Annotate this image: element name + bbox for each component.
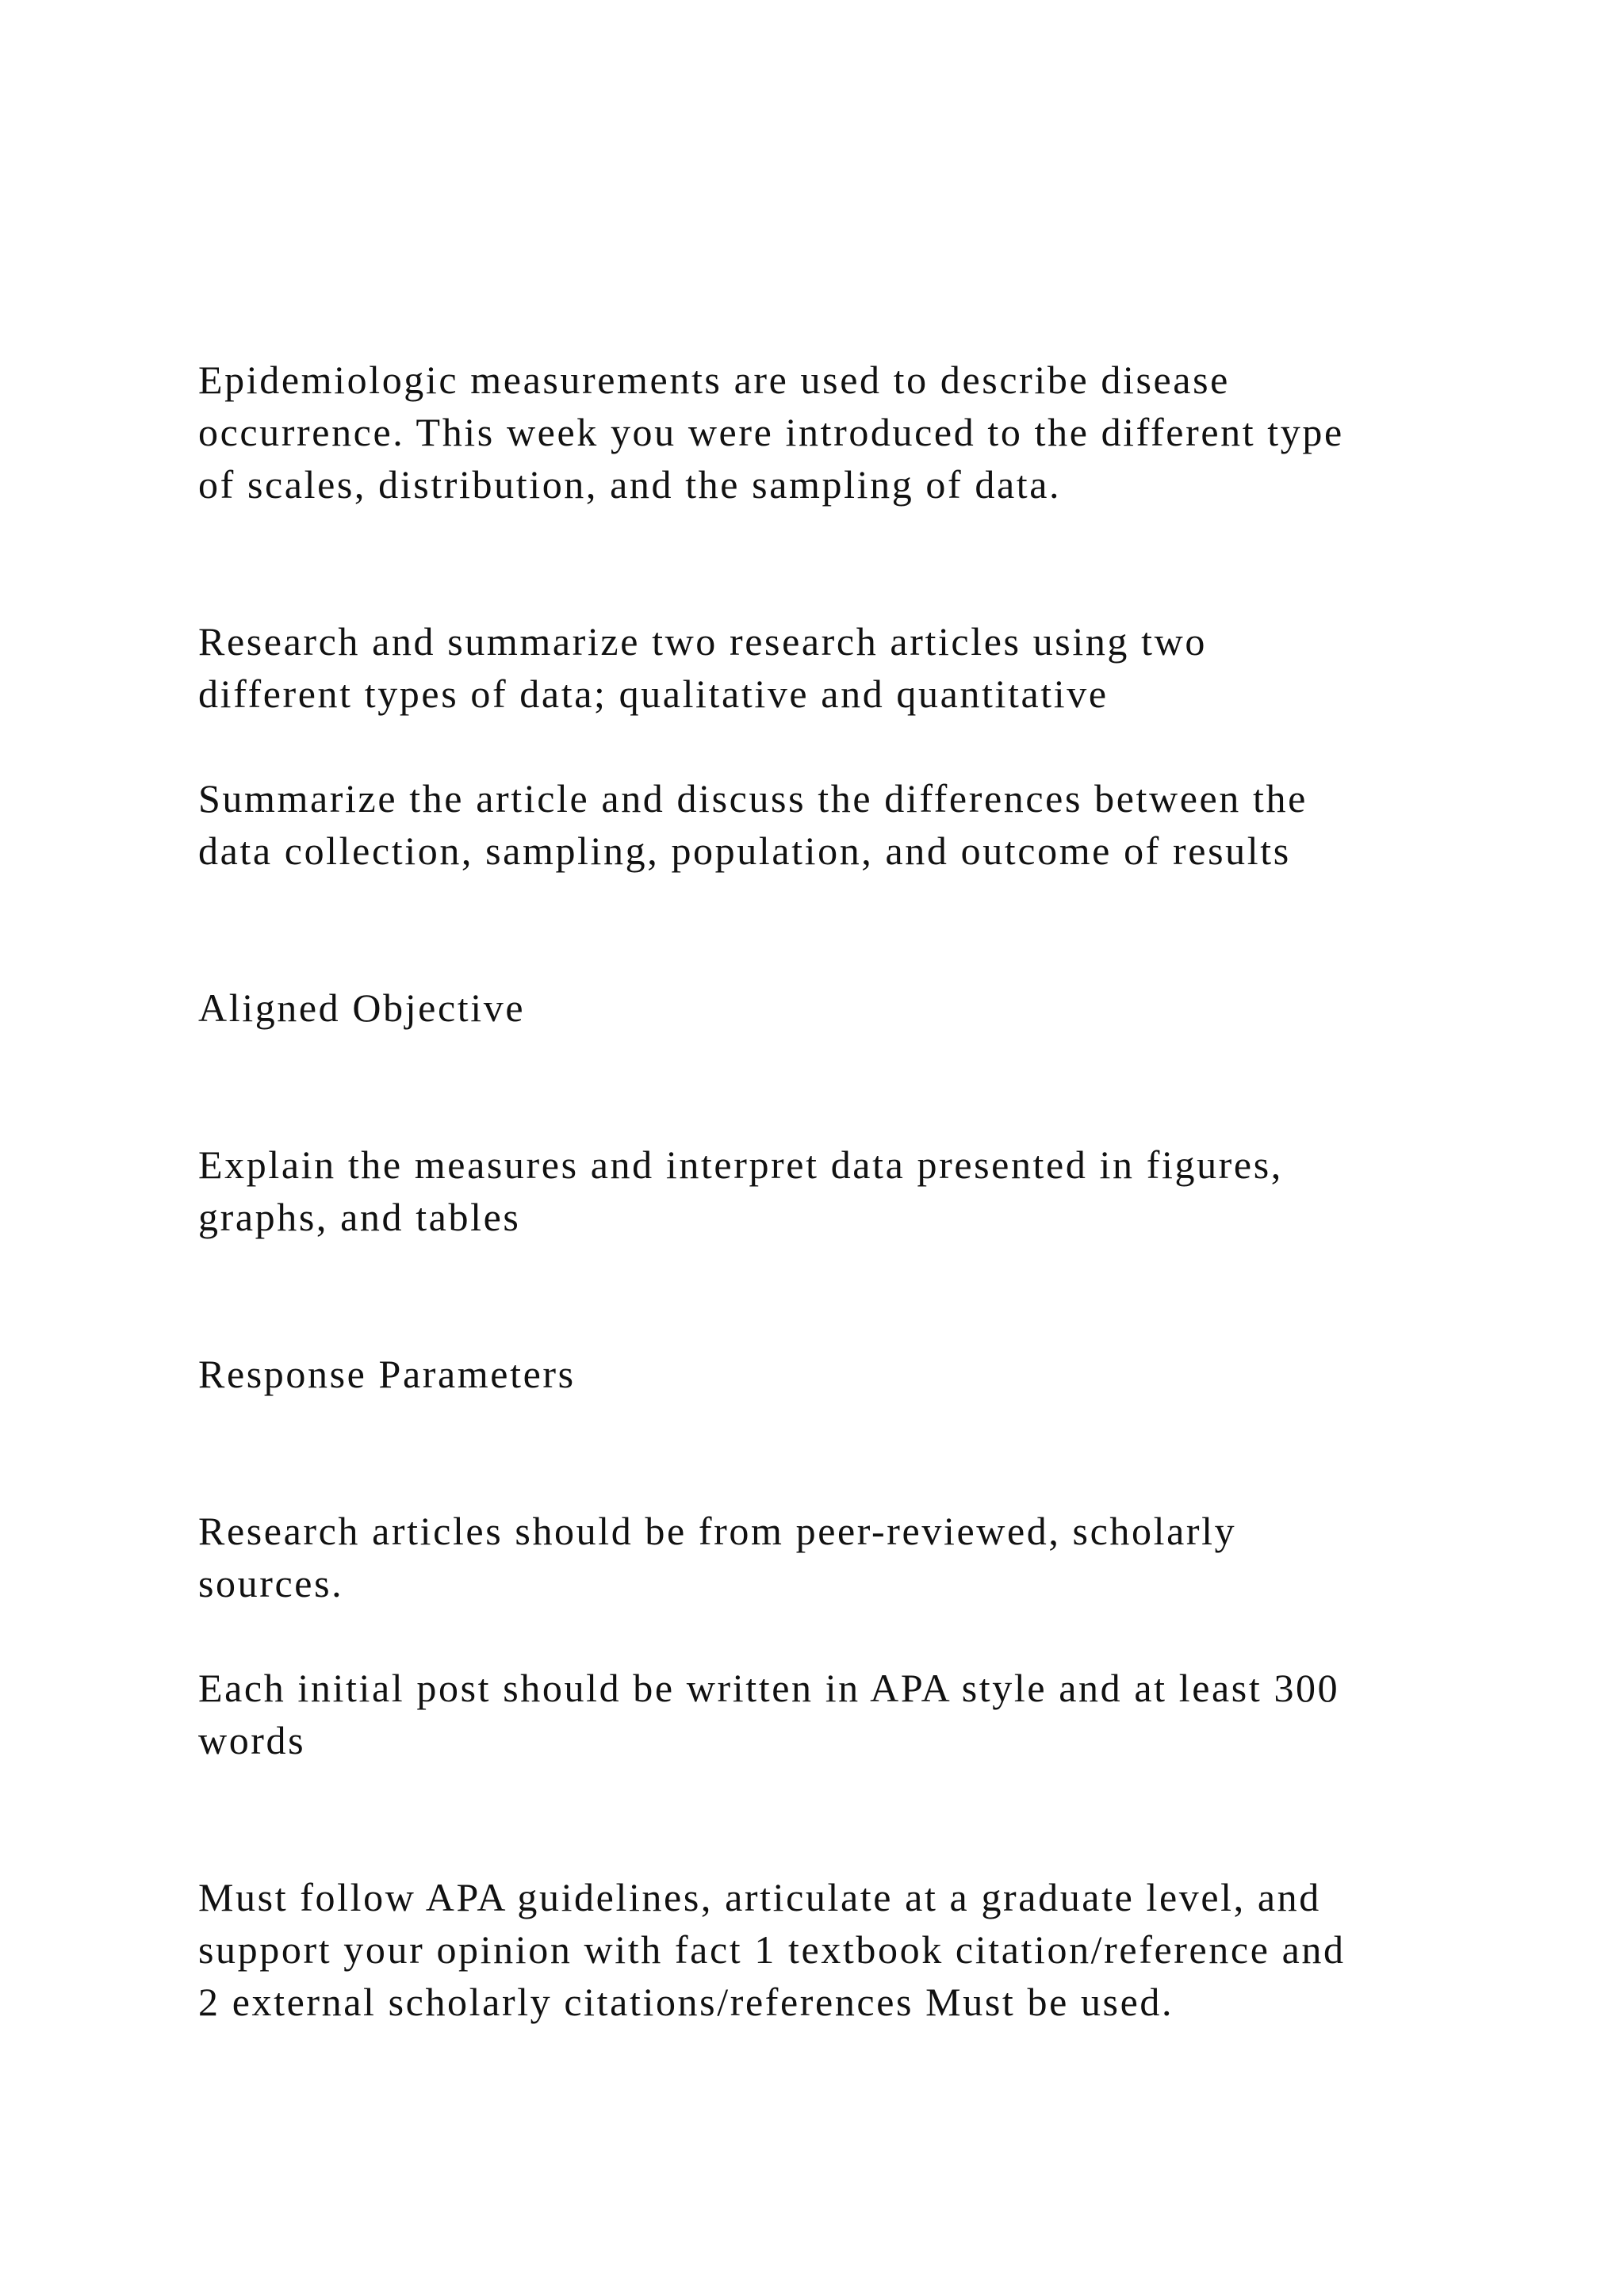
- sources-line-1: Research articles should be from peer-reviewed, scholarly: [198, 1509, 1237, 1553]
- guidelines-line-3: 2 external scholarly citations/references Must be used.: [198, 1980, 1174, 2024]
- task-line-1: Research and summarize two research articles using two: [198, 619, 1207, 664]
- sources-line-2: sources.: [198, 1561, 344, 1605]
- intro-line-1: Epidemiologic measurements are used to describe disease: [198, 358, 1230, 402]
- parameters-heading: Response Parameters: [198, 1352, 576, 1396]
- length-line-1: Each initial post should be written in APA style and at least 300: [198, 1666, 1340, 1710]
- length-line-2: words: [198, 1718, 306, 1762]
- guidelines-line-2: support your opinion with fact 1 textbook citation/reference and: [198, 1927, 1346, 1972]
- guidelines-line-1: Must follow APA guidelines, articulate at a graduate level, and: [198, 1875, 1321, 1919]
- objective-heading: Aligned Objective: [198, 985, 526, 1030]
- intro-line-2: occurrence. This week you were introduced to the different type: [198, 410, 1344, 454]
- summary-line-1: Summarize the article and discuss the differences between the: [198, 776, 1308, 821]
- objective-line-1: Explain the measures and interpret data presented in figures,: [198, 1142, 1283, 1187]
- task-line-2: different types of data; qualitative and quantitative: [198, 672, 1109, 716]
- objective-line-2: graphs, and tables: [198, 1195, 521, 1239]
- summary-line-2: data collection, sampling, population, and outcome of results: [198, 828, 1291, 873]
- intro-line-3: of scales, distribution, and the sampling of data.: [198, 462, 1062, 507]
